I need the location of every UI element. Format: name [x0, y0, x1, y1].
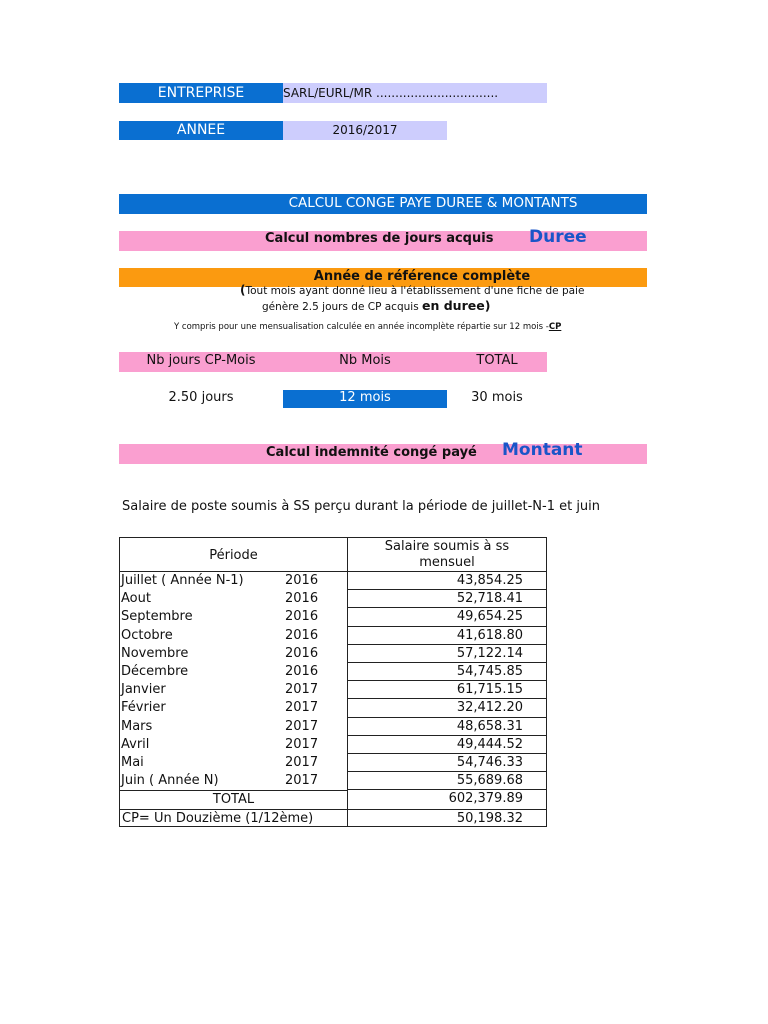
row-month: Septembre: [121, 609, 193, 625]
nb-value-mois[interactable]: 12 mois: [283, 390, 447, 408]
calc-title: CALCUL CONGE PAYE DUREE & MONTANTS: [119, 194, 647, 214]
row-amount: 54,746.33: [348, 754, 547, 772]
entreprise-label: ENTREPRISE: [119, 83, 283, 103]
note-cp-label: CP: [548, 322, 562, 332]
note-open-paren: (: [240, 283, 246, 297]
annee-label: ANNEE: [119, 121, 283, 140]
row-year: 2016: [285, 645, 319, 661]
row-month: Décembre: [121, 664, 189, 679]
nb-header-total: TOTAL: [476, 353, 518, 368]
note-line3-text: Y compris pour une mensualisation calculée en année incomplète répartie sur 12 mois -: [174, 322, 549, 332]
row-year: 2017: [285, 700, 319, 716]
row-amount: 61,715.15: [348, 681, 547, 699]
row-year: 2016: [285, 591, 319, 607]
row-month: Février: [121, 700, 166, 716]
row-amount: 49,654.25: [348, 608, 547, 626]
header-periode: Période: [119, 537, 348, 572]
row-month: Janvier: [121, 682, 166, 698]
row-month: Aout: [121, 591, 151, 607]
row-amount: 52,718.41: [348, 590, 547, 608]
row-amount: 32,412.20: [348, 699, 547, 717]
reference-note-line3: [174, 321, 561, 333]
nb-value-jours: 2.50 jours: [168, 390, 234, 405]
montant-section-title: Calcul indemnité congé payé: [266, 445, 477, 460]
note-line1-text: Tout mois ayant donné lieu à l'établissement d'une fiche de paie: [245, 285, 585, 297]
annee-value[interactable]: 2016/2017: [283, 121, 447, 140]
reference-title: Année de référence complète: [313, 269, 531, 284]
row-amount: 55,689.68: [348, 772, 547, 790]
row-month: Novembre: [121, 645, 189, 661]
row-year: 2017: [285, 718, 319, 734]
reference-note-line2: [262, 298, 490, 315]
nb-header-mois: Nb Mois: [339, 353, 391, 368]
row-year: 2017: [285, 682, 319, 698]
jours-section-emph: Duree: [529, 227, 587, 247]
header-salaire-line2: mensuel: [419, 555, 475, 570]
nb-value-total: 30 mois: [471, 390, 523, 405]
row-month: Avril: [121, 736, 150, 752]
row-year: 2016: [285, 627, 319, 643]
total-label: TOTAL: [119, 790, 348, 808]
cp-label: CP= Un Douzième (1/12ème): [119, 809, 348, 827]
row-amount: 57,122.14: [348, 645, 547, 663]
row-year: 2016: [285, 573, 319, 588]
montant-section-emph: Montant: [502, 440, 583, 460]
row-amount: 43,854.25: [348, 572, 547, 590]
cp-value: 50,198.32: [348, 809, 547, 827]
total-value: 602,379.89: [348, 790, 547, 808]
row-amount: 49,444.52: [348, 736, 547, 754]
row-amount: 41,618.80: [348, 627, 547, 645]
reference-note-line1: [240, 284, 584, 298]
row-amount: 48,658.31: [348, 718, 547, 736]
note-line2-emph: en duree): [422, 298, 491, 313]
header-salaire: [348, 537, 547, 572]
entreprise-value[interactable]: SARL/EURL/MR ................................: [283, 83, 547, 103]
row-amount: 54,745.85: [348, 663, 547, 681]
jours-section-title: Calcul nombres de jours acquis: [265, 231, 494, 246]
row-month: Mai: [121, 755, 144, 770]
salaire-intro: Salaire de poste soumis à SS perçu durant la période de juillet-N-1 et juin: [122, 499, 601, 514]
row-month: Octobre: [121, 627, 173, 643]
nb-header-jours: Nb jours CP-Mois: [146, 353, 256, 368]
row-month: Mars: [121, 718, 153, 734]
row-year: 2016: [285, 664, 319, 679]
row-year: 2016: [285, 609, 319, 625]
row-month: Juin ( Année N): [121, 773, 219, 789]
row-year: 2017: [285, 736, 319, 752]
row-month: Juillet ( Année N-1): [121, 573, 244, 588]
row-year: 2017: [285, 755, 319, 770]
header-salaire-line1: Salaire soumis à ss: [384, 539, 510, 554]
note-line2-text: génère 2.5 jours de CP acquis: [262, 301, 422, 313]
row-year: 2017: [285, 773, 319, 789]
